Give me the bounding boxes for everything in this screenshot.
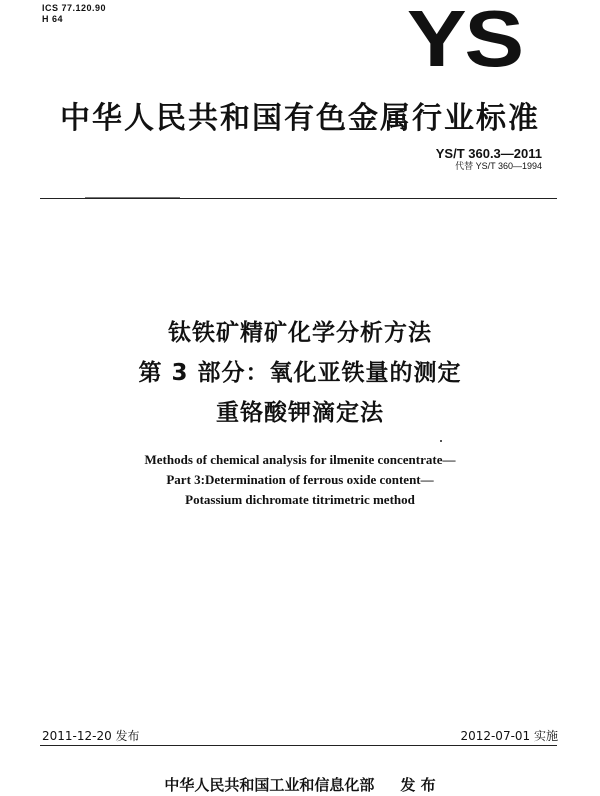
title-cn-line3: 重铬酸钾滴定法 [216, 400, 384, 426]
issue-date: 2011-12-20 发布 [42, 729, 140, 743]
header-divider [40, 198, 557, 199]
scan-speck [440, 440, 442, 442]
industry-standard-title: 中华人民共和国有色金属行业标准 [60, 101, 540, 136]
title-cn-line2: 第 3 部分：氧化亚铁量的测定 [138, 360, 462, 386]
standard-number: YS/T 360.3—2011 [435, 146, 542, 161]
classification-code: H 64 [42, 14, 64, 24]
issuer-name: 中华人民共和国工业和信息化部 [164, 776, 375, 794]
ys-logo [398, 0, 530, 83]
ics-code: ICS 77.120.90 [42, 3, 107, 13]
title-en-line3: Potassium dichromate titrimetric method [185, 492, 415, 507]
title-en-line2: Part 3:Determination of ferrous oxide content— [166, 472, 434, 487]
title-cn-line1: 钛铁矿精矿化学分析方法 [168, 320, 432, 346]
footer-divider [40, 745, 557, 746]
logo-text: YS [406, 0, 522, 83]
classification-codes [42, 3, 106, 25]
implementation-date: 2012-07-01 实施 [460, 729, 558, 743]
title-en-line1: Methods of chemical analysis for ilmenite concentrate— [144, 452, 456, 467]
standard-number-block [436, 146, 542, 172]
replaces-standard: 代替 YS/T 360—1994 [455, 161, 542, 171]
issuer-action: 发 布 [400, 776, 436, 794]
issuer-line [0, 774, 600, 795]
